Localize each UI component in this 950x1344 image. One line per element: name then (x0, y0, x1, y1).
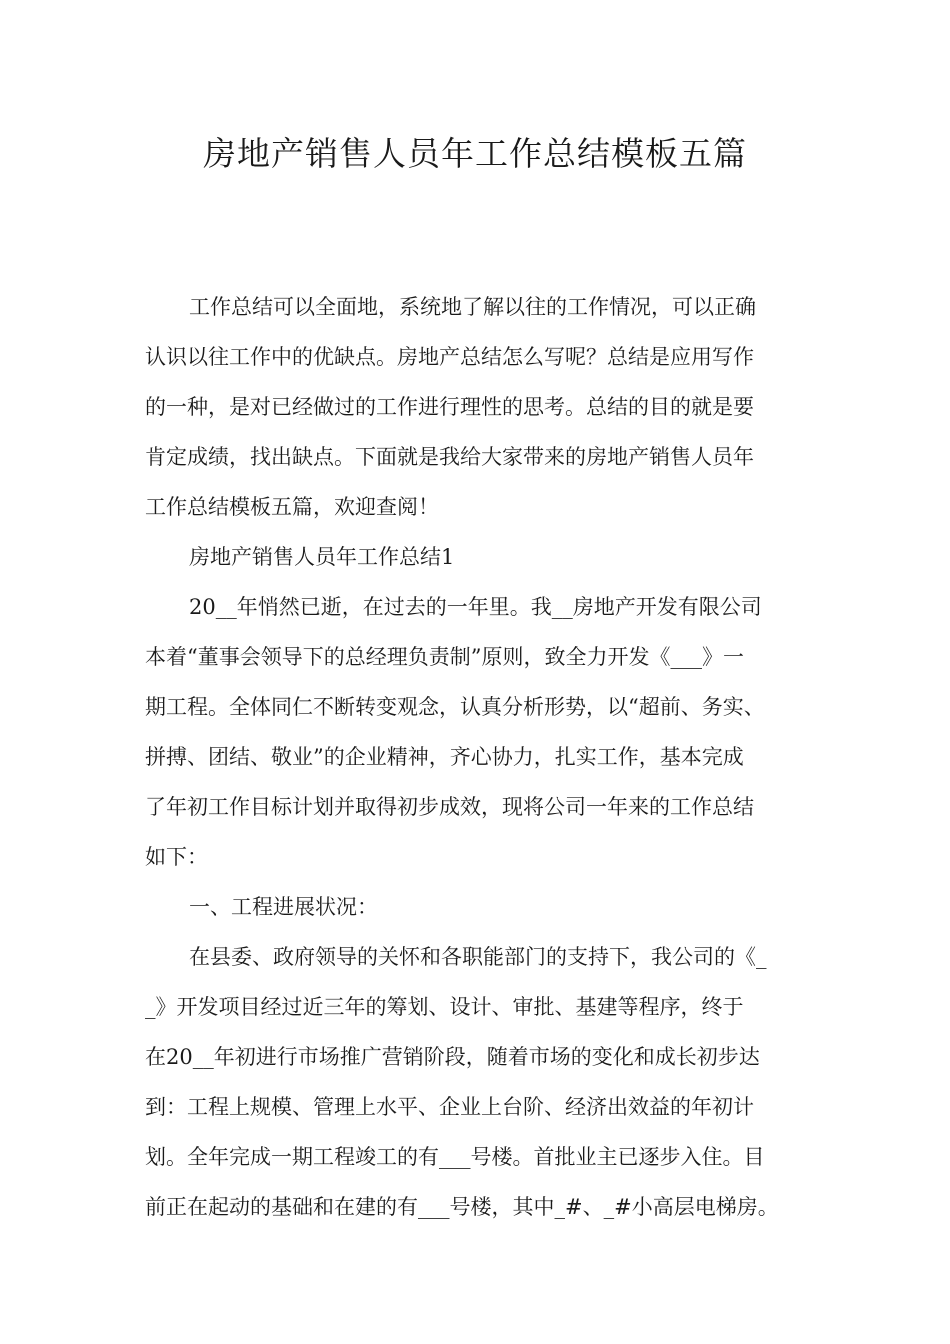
paragraph-line: 划。全年完成一期工程竣工的有___号楼。首批业主已逐步入住。目 (145, 1145, 765, 1169)
paragraph-line: 20__年悄然已逝，在过去的一年里。我__房地产开发有限公司 (189, 595, 762, 619)
paragraph-line: _》开发项目经过近三年的筹划、设计、审批、基建等程序，终于 (145, 995, 744, 1019)
paragraph-line: 工作总结可以全面地，系统地了解以往的工作情况，可以正确 (189, 295, 756, 319)
paragraph-line: 如下： (145, 845, 208, 869)
paragraph-line: 期工程。全体同仁不断转变观念，认真分析形势，以“超前、务实、 (145, 695, 765, 719)
paragraph-line: 到：工程上规模、管理上水平、企业上台阶、经济出效益的年初计 (145, 1095, 754, 1119)
paragraph-line: 的一种，是对已经做过的工作进行理性的思考。总结的目的就是要 (145, 395, 754, 419)
paragraph-line: 在20__年初进行市场推广营销阶段，随着市场的变化和成长初步达 (145, 1045, 760, 1069)
section-heading: 一、工程进展状况： (189, 895, 378, 919)
section-heading: 房地产销售人员年工作总结1 (189, 545, 455, 569)
document-title: 房地产销售人员年工作总结模板五篇 (203, 134, 747, 173)
document-body (145, 282, 817, 1232)
paragraph-line: 了年初工作目标计划并取得初步成效，现将公司一年来的工作总结 (145, 795, 754, 819)
paragraph-line: 前正在起动的基础和在建的有___号楼，其中_#、_#小高层电梯房。 (145, 1195, 779, 1219)
paragraph-line: 本着“董事会领导下的总经理负责制”原则，致全力开发《___》一 (145, 645, 744, 669)
paragraph-line: 认识以往工作中的优缺点。房地产总结怎么写呢？总结是应用写作 (145, 345, 754, 369)
paragraph-line: 在县委、政府领导的关怀和各职能部门的支持下，我公司的《_ (189, 945, 767, 969)
paragraph-line: 肯定成绩，找出缺点。下面就是我给大家带来的房地产销售人员年 (145, 445, 754, 469)
paragraph-line: 拼搏、团结、敬业”的企业精神，齐心协力，扎实工作，基本完成 (145, 745, 744, 769)
paragraph-line: 工作总结模板五篇，欢迎查阅！ (145, 495, 439, 519)
